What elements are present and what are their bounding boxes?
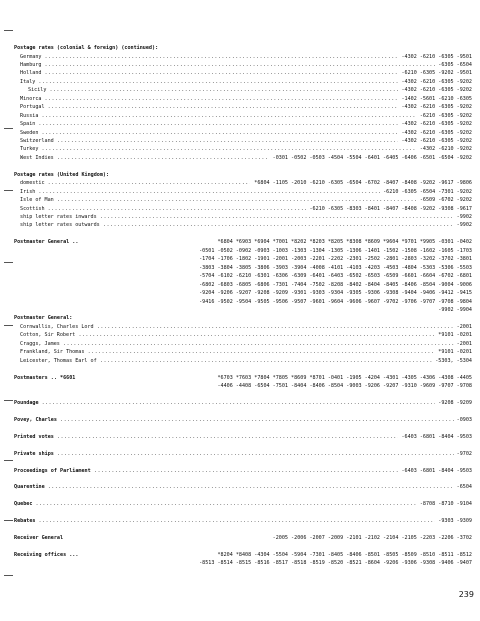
entry-label: Povey, Charles [14, 416, 57, 423]
entry-references: -2001 [456, 323, 472, 330]
entry-references: -3803 -3804 -3805 -3806 -3903 -3904 -4008 -4101 -4103 -4203 -4503 -4804 -5303 -5306 -5503 [199, 264, 472, 271]
leader-dots [41, 145, 416, 153]
entry-label: Spain [20, 121, 36, 128]
leader-dots [63, 340, 454, 348]
leader-dots [38, 78, 398, 86]
entry-references: *9101 -0201 [438, 349, 472, 356]
entry-references: -4302 -6210 -9202 [419, 146, 472, 153]
entry-label: West Indies [20, 154, 54, 161]
leader-dots [45, 53, 399, 61]
margin-mark [4, 460, 13, 461]
entry-label: Russia [20, 112, 39, 119]
leader-dots [42, 399, 435, 407]
entry-label: Postmasters .. *6601 [14, 374, 76, 381]
margin-mark [4, 575, 13, 576]
entry-label: Quarentine [14, 484, 45, 491]
entry-references: -6210 -6305 -6504 -7301 -9202 [383, 188, 472, 195]
leader-dots [57, 137, 398, 145]
index-line [0, 298, 480, 306]
leader-dots [48, 179, 251, 187]
index-line [0, 238, 480, 246]
entry-references: -0903 [456, 416, 472, 423]
index-line [0, 103, 480, 111]
leader-dots [38, 120, 398, 128]
entry-references: -4302 -6210 -6305 -9202 [401, 121, 472, 128]
entry-references: -6504 [456, 484, 472, 491]
entry-references: -2005 -2006 -2007 -2009 -2101 -2102 -2104 -2105 -2203 -2206 -3702 [272, 535, 472, 542]
leader-dots [78, 331, 435, 339]
index-line [0, 433, 480, 441]
entry-label: Quebec [14, 501, 33, 508]
entry-label: Receiving offices ... [14, 552, 79, 558]
entry-label: Turkey [20, 146, 39, 153]
entry-label: Irish [20, 188, 36, 195]
entry-label: Craggs, James [20, 340, 60, 347]
entry-references: *6804 -1105 -2010 -6210 -6305 -6504 -6702 -8407 -8408 -9202 -9617 -9806 [254, 180, 472, 187]
index-line [0, 534, 480, 542]
index-line [0, 348, 480, 356]
entry-references: -9208 -9209 [438, 399, 472, 406]
index-line [0, 137, 480, 145]
entry-references: -6802 -6803 -6805 -6806 -7301 -7404 -7502 -8208 -8402 -8404 -8405 -8406 -8504 -9004 -9006 [199, 281, 472, 288]
entry-label: Italy [20, 78, 36, 85]
entry-references: -6403 -6801 -8404 -9503 [401, 467, 472, 474]
leader-dots [49, 86, 398, 94]
leader-dots [97, 323, 454, 331]
entry-label: Receiver General [14, 535, 64, 542]
index-line [0, 272, 480, 280]
index-line [0, 44, 480, 52]
margin-mark [4, 30, 13, 31]
entry-label: Postmaster General: [14, 315, 73, 322]
entry-references: -4302 -6210 -6305 -9202 [401, 78, 472, 85]
entry-label: Postage rates (colonial & foreign) (continued): [14, 45, 159, 51]
entry-references: *6804 *6903 *6904 *7001 *8202 *8203 *8205 *8308 *8609 *9604 *9701 *9905 -0301 -0402 [217, 239, 472, 246]
index-line [0, 86, 480, 94]
entry-references: -4302 -6210 -6305 -9501 [401, 53, 472, 60]
leader-dots [48, 483, 454, 491]
entry-references: -1402 -5601 -6210 -6305 [401, 95, 472, 102]
entry-references: -9204 -9206 -9207 -9208 -9209 -9301 -9303 -9304 -9305 -9306 -9308 -9404 -9406 -9412 -9415 [199, 290, 472, 296]
leader-dots [88, 348, 435, 356]
index-line [0, 289, 480, 297]
index-line [0, 374, 480, 382]
index-line [0, 120, 480, 128]
leader-dots [60, 416, 453, 424]
entry-label: Isle of Man [20, 197, 54, 204]
entry-references: -9416 -9502 -9504 -9505 -9506 -9507 -9601 -9604 -9606 -9607 -9702 -9706 -9707 -9708 -9804 [199, 298, 472, 305]
entry-references: *8204 *8408 -4304 -5504 -5904 -7301 -8405 -8406 -8501 -8505 -8509 -8510 -8511 -8512 [217, 552, 472, 558]
index-line [0, 467, 480, 475]
entry-label: Scottish [20, 205, 45, 212]
entry-label: Sweden [20, 129, 39, 136]
leader-dots [35, 500, 416, 508]
entry-label: Private ships [14, 450, 54, 457]
entry-references: *6703 *7603 *7804 *7805 *8609 *8701 -0401 -1905 -4204 -4301 -4305 -4306 -4308 -4405 [217, 374, 472, 381]
index-line [0, 53, 480, 61]
index-line [0, 450, 480, 458]
leader-dots [48, 103, 399, 111]
index-line [0, 551, 480, 559]
index-line [0, 247, 480, 255]
leader-dots [41, 112, 416, 120]
entry-references: -5303, -5304 [435, 357, 472, 364]
entry-references: -2001 [456, 340, 472, 347]
entry-references: -4302 -6210 -6305 -9202 [401, 104, 472, 111]
entry-label: Leicester, Thomas Earl of [20, 357, 97, 364]
entry-label: Postage rates (United Kingdom): [14, 171, 110, 178]
index-line [0, 559, 480, 567]
entry-references: -8708 -8710 -9104 [419, 501, 472, 508]
index-line [0, 500, 480, 508]
index-line [0, 61, 480, 69]
leader-dots [45, 61, 436, 69]
entry-label: Poundage [14, 399, 39, 406]
leader-dots [57, 450, 454, 458]
index-line [0, 171, 480, 179]
entry-references: -9702 [456, 450, 472, 457]
index-line [0, 416, 480, 424]
entry-references: -9902 -9904 [438, 306, 472, 313]
index-line [0, 264, 480, 272]
leader-dots [45, 95, 399, 103]
entry-label: ship letter rates inwards [20, 214, 97, 220]
entry-references: -6210 -6305 -9202 -9501 [401, 70, 472, 77]
index-line [0, 112, 480, 120]
entry-references: -6305 -6504 [438, 61, 472, 68]
entry-label: Frankland, Sir Thomas [20, 349, 85, 356]
leader-dots [48, 205, 306, 213]
entry-references: -9902 [456, 222, 472, 229]
entry-label: Switzerland [20, 138, 54, 144]
leader-dots [100, 357, 432, 365]
index-line [0, 196, 480, 204]
index-line [0, 145, 480, 153]
entry-label: Holland [20, 70, 42, 77]
entry-references: -8513 -8514 -8515 -8516 -8517 -8518 -8519 -8520 -8521 -8604 -9206 -9306 -9308 -9406 -9407 [199, 560, 472, 567]
entry-label: ship letter rates outwards [20, 222, 100, 229]
leader-dots [45, 69, 399, 77]
index-line [0, 483, 480, 491]
index-line [0, 205, 480, 213]
index-line [0, 213, 480, 221]
index-line [0, 306, 480, 314]
leader-dots [57, 433, 398, 441]
entry-label: Germany [20, 53, 42, 60]
entry-label: Printed votes [14, 433, 54, 440]
leader-dots [94, 467, 398, 475]
leader-dots [39, 517, 436, 525]
index-line [0, 382, 480, 390]
index-line [0, 95, 480, 103]
index-line [0, 357, 480, 365]
entry-label: Rebates [14, 518, 36, 525]
index-line [0, 281, 480, 289]
leader-dots [41, 129, 398, 137]
entry-references: -6210 -6305 -9202 [419, 112, 472, 119]
entry-references: -4302 -6210 -6305 -9202 [401, 129, 472, 136]
entry-references: -9902 [456, 214, 472, 220]
entry-references: -4302 -6210 -6305 -9202 [401, 138, 472, 144]
leader-dots [57, 154, 269, 162]
entry-references: *9101 -0201 [438, 332, 472, 339]
entry-references: -1704 -1706 -1802 -1901 -2001 -2003 -2201 -2202 -2301 -2502 -2801 -2803 -3202 -3702 -3801 [199, 256, 472, 263]
index-line [0, 314, 480, 322]
entry-label: Postmaster General .. [14, 239, 79, 246]
index-line [0, 154, 480, 162]
leader-dots [57, 196, 417, 204]
entry-references: -6509 -6702 -9202 [419, 197, 472, 204]
entry-label: domestic [20, 180, 45, 187]
index-line [0, 69, 480, 77]
index-line [0, 255, 480, 263]
entry-label: Hamburg [20, 61, 42, 68]
entry-references: -9303 -9309 [438, 518, 472, 525]
index-line [0, 78, 480, 86]
index-line [0, 188, 480, 196]
entry-references: -0301 -0502 -0503 -4504 -5504 -6401 -6405 -6406 -6501 -6504 -9202 [272, 154, 472, 161]
entry-references: -0501 -0502 -0902 -0903 -1003 -1303 -1304 -1305 -1306 -1401 -1502 -1508 -1602 -1605 -1703 [199, 247, 472, 254]
index-line [0, 129, 480, 137]
entry-label: Portugal [20, 104, 45, 111]
index-line [0, 221, 480, 229]
leader-dots [38, 188, 379, 196]
entry-references: -4302 -6210 -6305 -9202 [401, 87, 472, 94]
index-line [0, 340, 480, 348]
entry-label: Cornwallis, Charles Lord [20, 323, 94, 330]
entry-label: Cotton, Sir Robert [20, 332, 76, 339]
entry-label: Proceedings of Parliament [14, 467, 91, 474]
index-line [0, 517, 480, 525]
leader-dots [100, 213, 454, 221]
index-line [0, 323, 480, 331]
entry-label: Minorca [20, 95, 42, 102]
entry-references: -6403 -6801 -8404 -9503 [401, 433, 472, 440]
entry-references: -5704 -6102 -6210 -6301 -6306 -6309 -6401 -6403 -6502 -6503 -6509 -6601 -6604 -6702 -6801 [199, 273, 472, 280]
page-number: 239 [458, 590, 474, 599]
entry-label: Sicily [28, 87, 47, 94]
entry-references: -6210 -6305 -8303 -8401 -8407 -8408 -9202 -9308 -9617 [309, 205, 472, 212]
index-line [0, 179, 480, 187]
index-line [0, 399, 480, 407]
leader-dots [103, 221, 454, 229]
entry-references: -4406 -4408 -6504 -7501 -8404 -8406 -8504 -9003 -9206 -9207 -9310 -9609 -9707 -9708 [217, 383, 472, 389]
index-line [0, 331, 480, 339]
